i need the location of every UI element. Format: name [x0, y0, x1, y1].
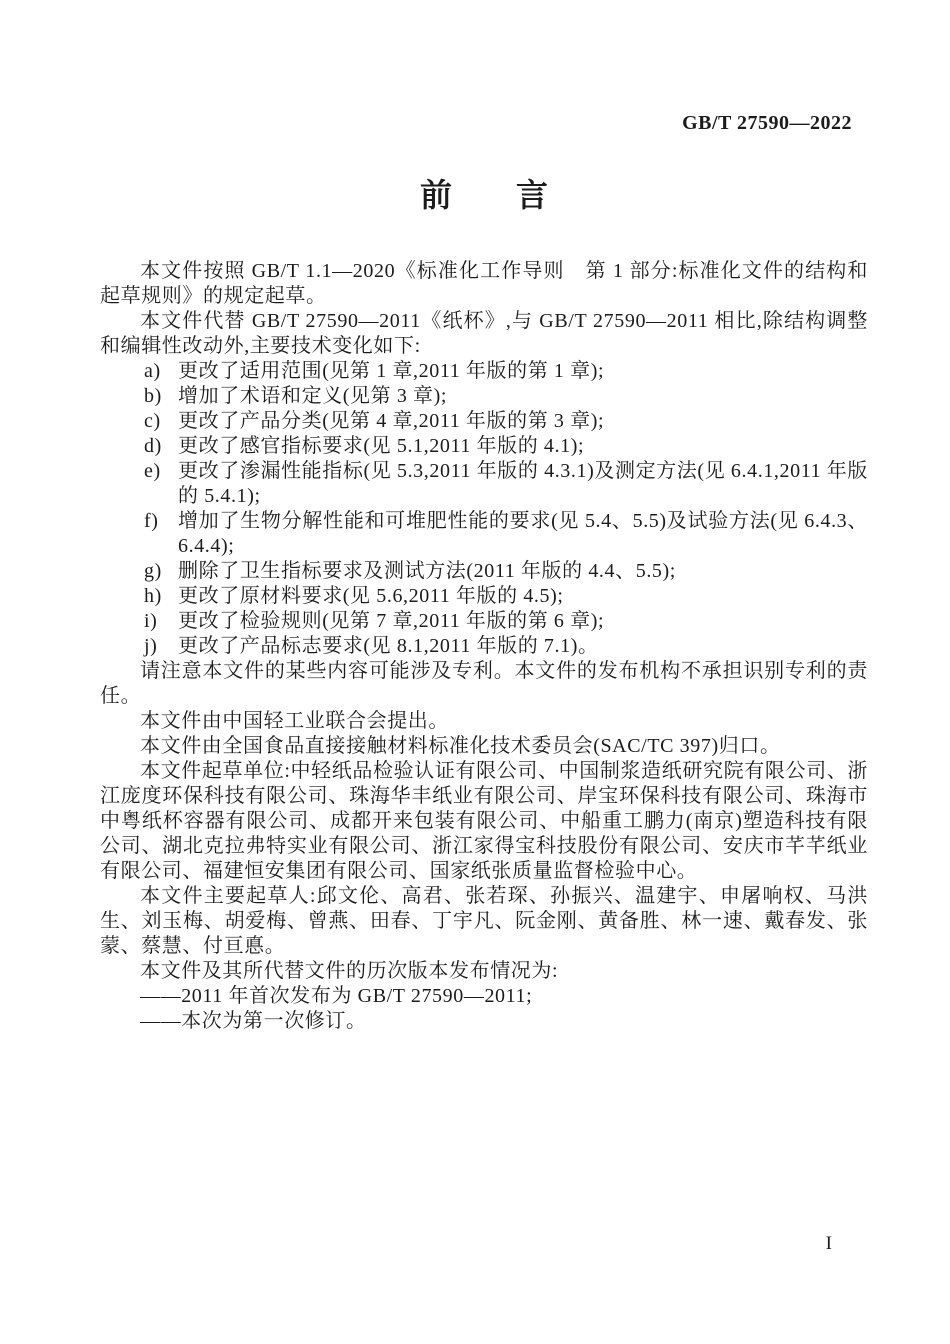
foreword-body	[100, 259, 868, 1034]
change-item-text: 更改了感官指标要求(见 5.1,2011 年版的 4.1);	[178, 435, 585, 457]
change-item	[100, 634, 868, 659]
paragraph-proposed-by: 本文件由中国轻工业联合会提出。	[140, 710, 449, 732]
change-item-label: g)	[144, 560, 162, 582]
change-item-text: 增加了术语和定义(见第 3 章);	[178, 385, 448, 407]
change-item	[100, 384, 868, 409]
paragraph-history-intro: 本文件及其所代替文件的历次版本发布情况为:	[140, 960, 559, 982]
change-item-text: 更改了检验规则(见第 7 章,2011 年版的第 6 章);	[178, 610, 605, 632]
paragraph-basis: 本文件按照 GB/T 1.1—2020《标准化工作导则 第 1 部分:标准化文件的结构和起草规则》的规定起草。	[100, 260, 868, 307]
change-item-label: a)	[144, 360, 161, 382]
change-item	[100, 559, 868, 584]
change-item-text: 增加了生物分解性能和可堆肥性能的要求(见 5.4、5.5)及试验方法(见 6.4.3、6.4.4);	[178, 510, 868, 557]
change-item	[100, 434, 868, 459]
paragraph-main-drafters: 本文件主要起草人:邱文伦、高君、张若琛、孙振兴、温建宇、申屠响权、马洪生、刘玉梅、胡爱梅、曾燕、田春、丁宇凡、阮金刚、黄备胜、林一速、戴春发、张蒙、蔡慧、付亘悳。	[100, 885, 868, 957]
change-item	[100, 584, 868, 609]
change-item	[100, 359, 868, 384]
paragraph-replacement: 本文件代替 GB/T 27590—2011《纸杯》,与 GB/T 27590—2011 相比,除结构调整和编辑性改动外,主要技术变化如下:	[100, 310, 868, 357]
change-item-label: c)	[144, 410, 161, 432]
page-number: I	[825, 1233, 832, 1254]
change-item-text: 更改了渗漏性能指标(见 5.3,2011 年版的 4.3.1)及测定方法(见 6.4.1,2011 年版的 5.4.1);	[178, 460, 868, 507]
change-item	[100, 409, 868, 434]
doc-number: GB/T 27590—2022	[682, 112, 852, 134]
change-item-label: e)	[144, 460, 161, 482]
paragraph-drafting-organizations: 本文件起草单位:中轻纸品检验认证有限公司、中国制浆造纸研究院有限公司、浙江庞度环保科技有限公司、珠海华丰纸业有限公司、岸宝环保科技有限公司、珠海市中粤纸杯容器有限公司、成都开来包装有限公司、中船重工鹏力(南京)塑造科技有限公司、湖北克拉弗特实业有限公司、浙江家得宝科技股份有限公司、安庆市芊芊纸业有限公司、福建恒安集团有限公司、国家纸张质量监督检验中心。	[100, 760, 868, 882]
change-item	[100, 509, 868, 559]
history-item-first-revision: ——本次为第一次修订。	[140, 1010, 367, 1032]
paragraph-centralized-by: 本文件由全国食品直接接触材料标准化技术委员会(SAC/TC 397)归口。	[140, 735, 781, 757]
change-item	[100, 609, 868, 634]
change-item-text: 更改了原材料要求(见 5.6,2011 年版的 4.5);	[178, 585, 564, 607]
change-item	[100, 459, 868, 509]
change-list	[100, 359, 868, 659]
change-item-text: 更改了产品标志要求(见 8.1,2011 年版的 7.1)。	[178, 635, 599, 657]
paragraph-patent-notice: 请注意本文件的某些内容可能涉及专利。本文件的发布机构不承担识别专利的责任。	[100, 660, 868, 707]
change-item-label: b)	[144, 385, 162, 407]
change-item-text: 更改了产品分类(见第 4 章,2011 年版的第 3 章);	[178, 410, 605, 432]
page-title: 前 言	[419, 177, 548, 213]
change-item-label: f)	[144, 510, 159, 532]
change-item-text: 删除了卫生指标要求及测试方法(2011 年版的 4.4、5.5);	[178, 560, 676, 582]
history-item-first-publication: ——2011 年首次发布为 GB/T 27590—2011;	[140, 985, 533, 1007]
change-item-text: 更改了适用范围(见第 1 章,2011 年版的第 1 章);	[178, 360, 605, 382]
change-item-label: i)	[144, 610, 158, 632]
change-item-label: h)	[144, 585, 162, 607]
change-item-label: d)	[144, 435, 162, 457]
change-item-label: j)	[144, 635, 158, 657]
